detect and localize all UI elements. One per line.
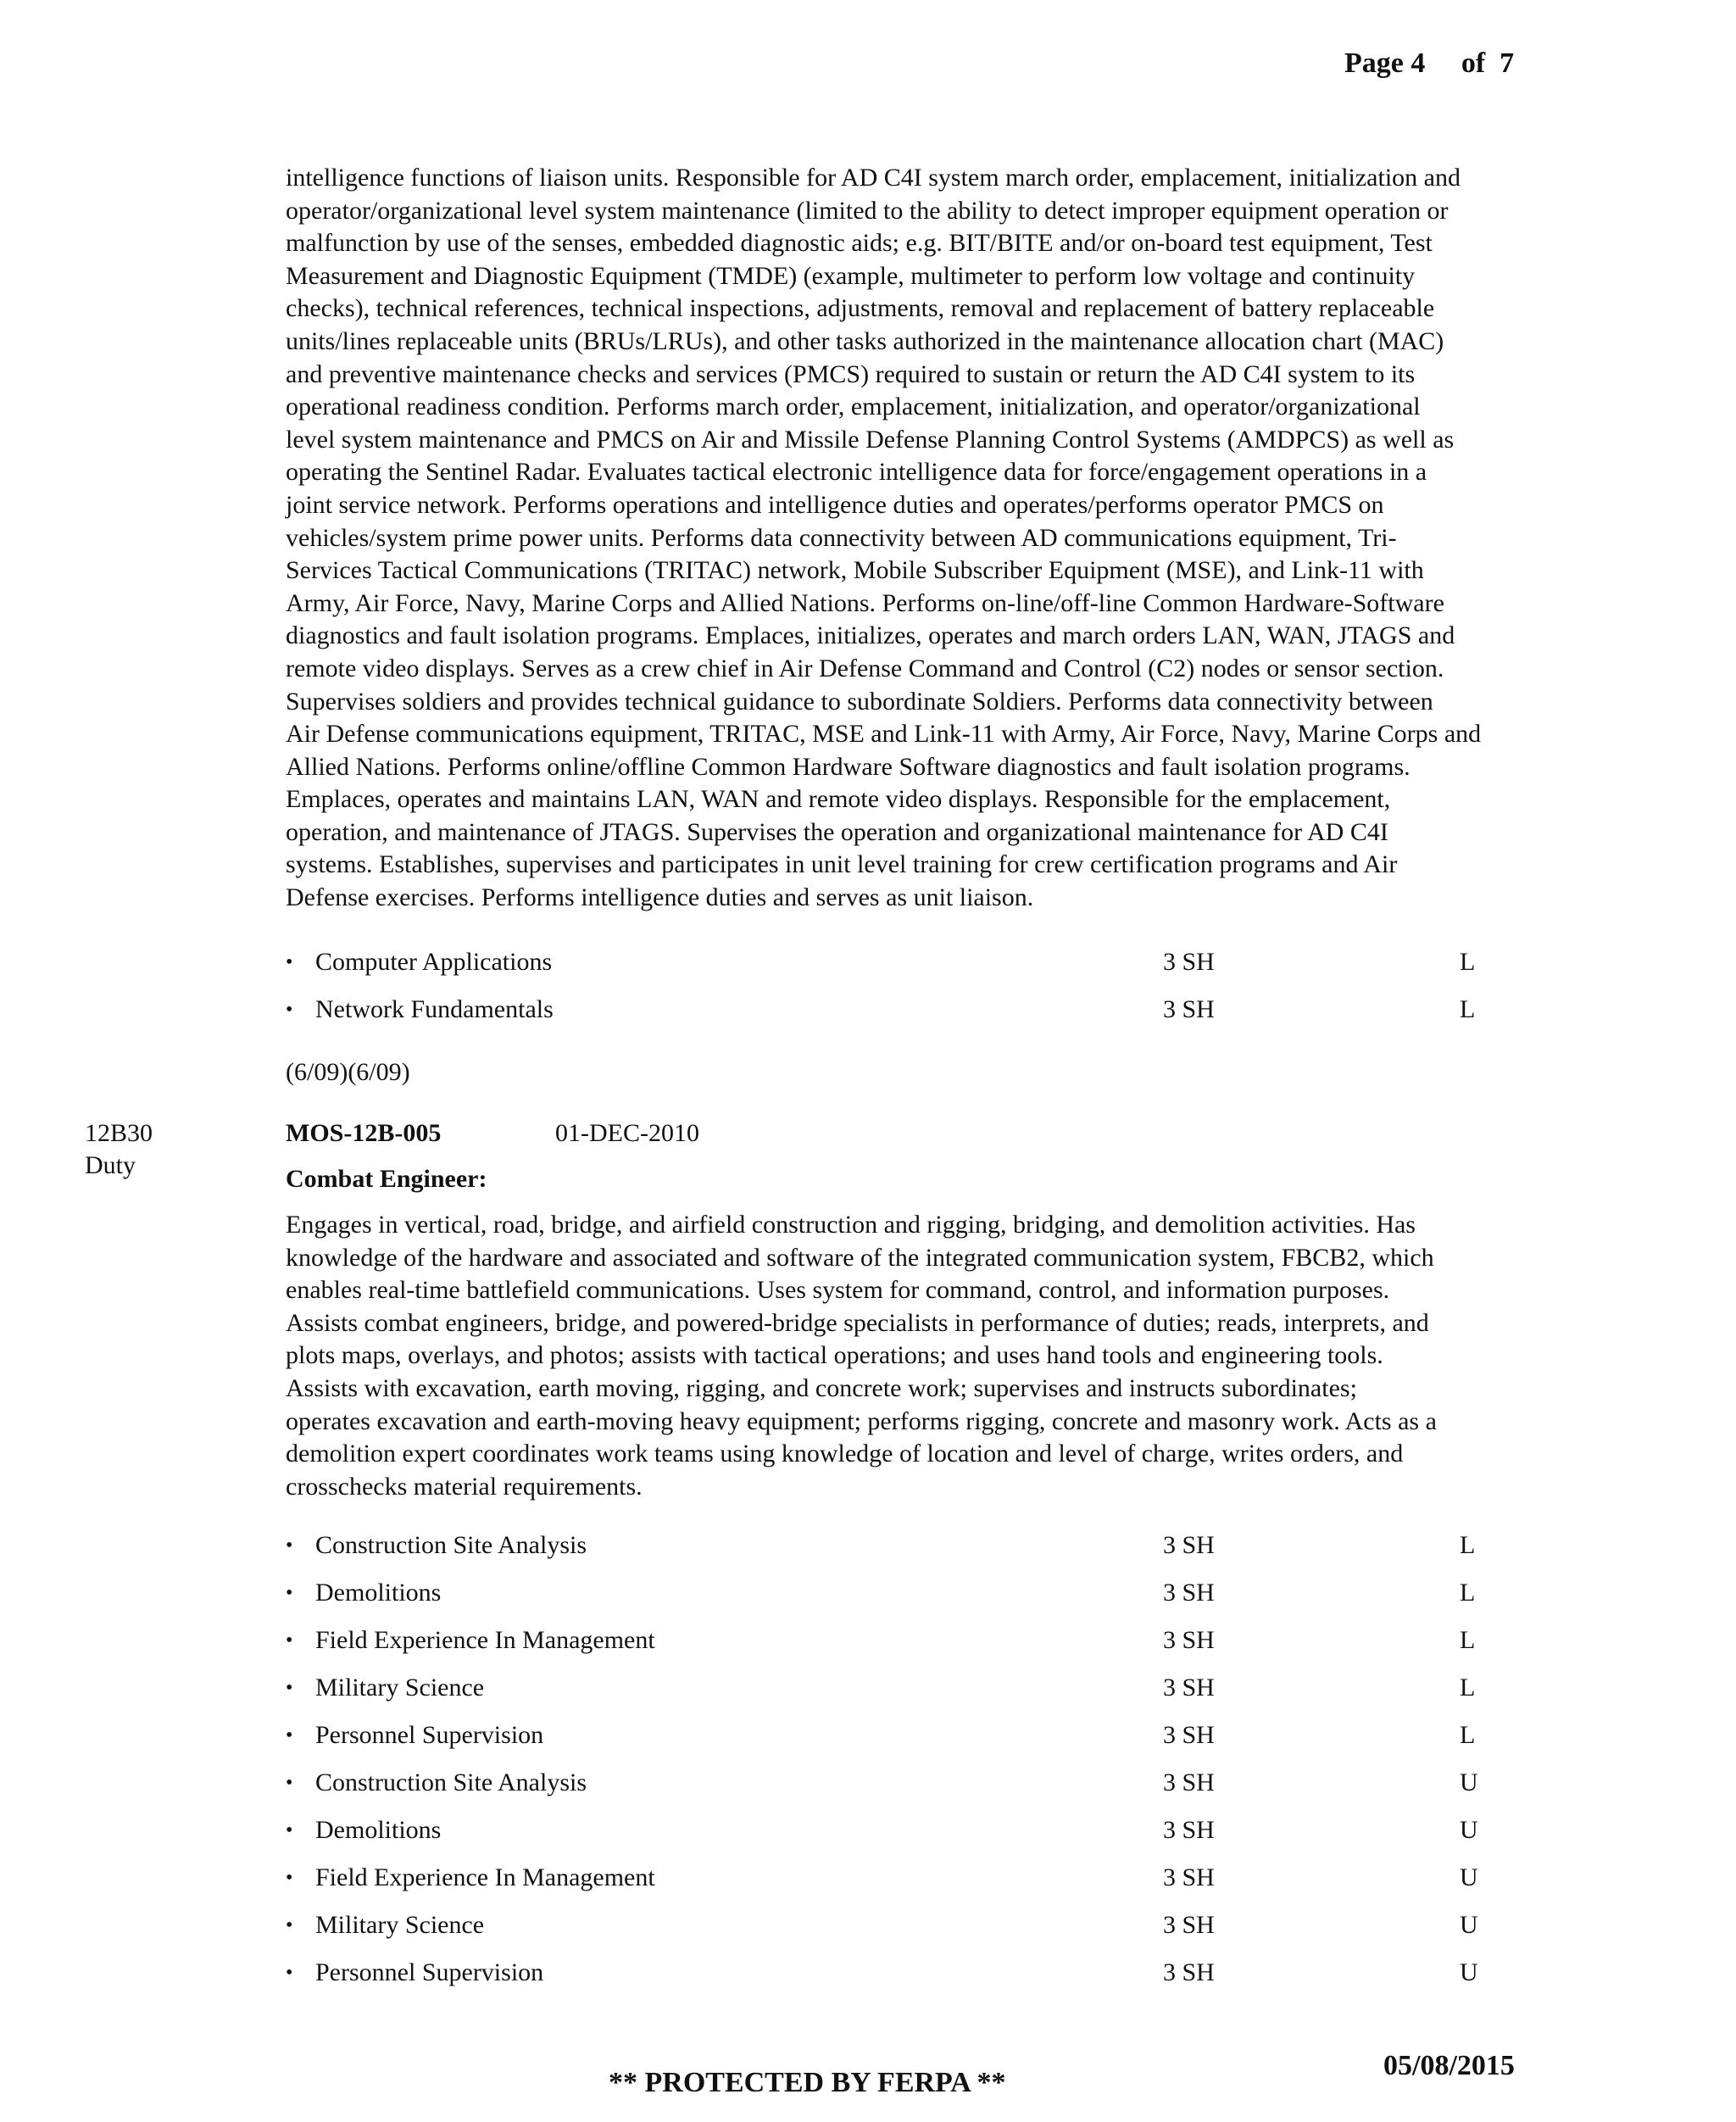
description-line: Supervises soldiers and provides technical guidance to subordinate Soldiers. Performs data connectivity between: [286, 687, 1433, 716]
course-level: L: [1460, 1626, 1476, 1654]
course-credit: 3 SH: [1163, 1721, 1215, 1749]
description-line: systems. Establishes, supervises and participates in unit level training for crew certification programs and Air: [286, 850, 1398, 879]
course-credit: 3 SH: [1163, 1863, 1215, 1891]
description-line: Air Defense communications equipment, TRITAC, MSE and Link-11 with Army, Air Force, Navy, Marine Corps and: [286, 720, 1482, 749]
description-line: diagnostics and fault isolation programs. Emplaces, initializes, operates and march orders LAN, WAN, JTAGS and: [286, 621, 1455, 650]
entry-code: 12B30: [85, 1119, 153, 1147]
course-credit: 3 SH: [1163, 1626, 1215, 1654]
entry-description-line: operates excavation and earth-moving heavy equipment; performs rigging, concrete and masonry work. Acts as a: [286, 1406, 1437, 1435]
page-number: Page 4 of 7: [1344, 47, 1515, 79]
course-name: Military Science: [315, 1674, 485, 1701]
description-line: Measurement and Diagnostic Equipment (TMDE) (example, multimeter to perform low voltage and continuity: [286, 261, 1416, 290]
description-line: Services Tactical Communications (TRITAC) network, Mobile Subscriber Equipment (MSE), and Link-11 with: [286, 556, 1424, 585]
entry-description-line: Assists combat engineers, bridge, and powered-bridge specialists in performance of duties; reads, interprets, and: [286, 1308, 1429, 1337]
course-level: U: [1460, 1911, 1478, 1939]
course-level: U: [1460, 1863, 1478, 1891]
entry-description-line: enables real-time battlefield communications. Uses system for command, control, and information purposes.: [286, 1276, 1390, 1305]
course-name: Demolitions: [315, 1816, 442, 1844]
entry-type: Duty: [85, 1151, 136, 1179]
description-line: operation, and maintenance of JTAGS. Supervises the operation and organizational maintenance for AD C4I: [286, 817, 1388, 846]
description-line: level system maintenance and PMCS on Air and Missile Defense Planning Control Systems (AMDPCS) as well as: [286, 425, 1455, 454]
footer-date: 05/08/2015: [1383, 2050, 1515, 2081]
entry-date: 01-DEC-2010: [555, 1119, 699, 1147]
course-name: Network Fundamentals: [315, 995, 554, 1023]
course-name: Field Experience In Management: [315, 1626, 655, 1654]
description-line: operational readiness condition. Performs march order, emplacement, initialization, and operator/organizational: [286, 393, 1421, 421]
description-line: Defense exercises. Performs intelligence duties and serves as unit liaison.: [286, 883, 1034, 912]
course-name: Demolitions: [315, 1579, 442, 1607]
course-name: Military Science: [315, 1911, 485, 1939]
bullet-icon: •: [286, 1629, 293, 1651]
course-level: L: [1460, 1579, 1476, 1607]
entry-id: MOS-12B-005: [286, 1119, 442, 1147]
course-name: Construction Site Analysis: [315, 1531, 587, 1559]
course-level: U: [1460, 1768, 1478, 1796]
course-name: Construction Site Analysis: [315, 1768, 587, 1796]
description-line: Emplaces, operates and maintains LAN, WAN and remote video displays. Responsible for the emplacement,: [286, 785, 1391, 814]
course-level: L: [1460, 948, 1476, 976]
bullet-icon: •: [286, 1677, 293, 1699]
description-line: checks), technical references, technical inspections, adjustments, removal and replacement of battery replaceable: [286, 294, 1435, 323]
bullet-icon: •: [286, 999, 293, 1021]
course-credit: 3 SH: [1163, 1958, 1215, 1986]
course-credit: 3 SH: [1163, 1579, 1215, 1607]
course-level: L: [1460, 1531, 1476, 1559]
course-credit: 3 SH: [1163, 1531, 1215, 1559]
bullet-icon: •: [286, 1534, 293, 1557]
bullet-icon: •: [286, 1582, 293, 1604]
course-name: Computer Applications: [315, 948, 553, 976]
entry-description-line: crosschecks material requirements.: [286, 1472, 643, 1501]
course-credit: 3 SH: [1163, 1768, 1215, 1796]
entry-description-line: demolition expert coordinates work teams using knowledge of location and level of charge, writes orders, and: [286, 1440, 1404, 1468]
description-line: operating the Sentinel Radar. Evaluates tactical electronic intelligence data for force/engagement operations in a: [286, 458, 1427, 487]
course-credit: 3 SH: [1163, 948, 1215, 976]
description-line: remote video displays. Serves as a crew chief in Air Defense Command and Control (C2) nodes or sensor section.: [286, 654, 1444, 682]
course-level: L: [1460, 1721, 1476, 1749]
bullet-icon: •: [286, 1819, 293, 1841]
bullet-icon: •: [286, 1724, 293, 1746]
entry-description-line: plots maps, overlays, and photos; assists with tactical operations; and uses hand tools and engineering tools.: [286, 1341, 1383, 1370]
ferpa-notice: ** PROTECTED BY FERPA **: [609, 2067, 1006, 2098]
course-name: Personnel Supervision: [315, 1721, 544, 1749]
course-level: L: [1460, 995, 1476, 1023]
description-line: intelligence functions of liaison units. Responsible for AD C4I system march order, emplacement, initialization and: [286, 164, 1461, 192]
description-line: vehicles/system prime power units. Performs data connectivity between AD communications equipment, Tri-: [286, 523, 1397, 552]
entry-description: [286, 1209, 1566, 1503]
course-level: L: [1460, 1674, 1476, 1701]
bullet-icon: •: [286, 1962, 293, 1984]
description-line: operator/organizational level system maintenance (limited to the ability to detect improper equipment operation or: [286, 196, 1449, 225]
description-line: malfunction by use of the senses, embedded diagnostic aids; e.g. BIT/BITE and/or on-board test equipment, Test: [286, 229, 1433, 258]
course-name: Personnel Supervision: [315, 1958, 544, 1986]
course-level: U: [1460, 1958, 1478, 1986]
bullet-icon: •: [286, 1867, 293, 1889]
course-credit: 3 SH: [1163, 1911, 1215, 1939]
date-codes: (6/09)(6/09): [286, 1058, 410, 1086]
course-name: Field Experience In Management: [315, 1863, 655, 1891]
course-credit: 3 SH: [1163, 1674, 1215, 1701]
continued-description: [286, 162, 1566, 915]
description-line: and preventive maintenance checks and services (PMCS) required to sustain or return the AD C4I system to its: [286, 359, 1416, 388]
course-credit: 3 SH: [1163, 1816, 1215, 1844]
entry-description-line: Assists with excavation, earth moving, rigging, and concrete work; supervises and instructs subordinates;: [286, 1373, 1357, 1402]
description-line: Army, Air Force, Navy, Marine Corps and Allied Nations. Performs on-line/off-line Common Hardware-Software: [286, 588, 1444, 617]
bullet-icon: •: [286, 1914, 293, 1936]
bullet-icon: •: [286, 1772, 293, 1794]
entry-description-line: knowledge of the hardware and associated and software of the integrated communication system, FBCB2, which: [286, 1243, 1434, 1272]
description-line: units/lines replaceable units (BRUs/LRUs), and other tasks authorized in the maintenance allocation chart (MAC): [286, 326, 1444, 355]
description-line: Allied Nations. Performs online/offline Common Hardware Software diagnostics and fault isolation programs.: [286, 752, 1410, 781]
entry-description-line: Engages in vertical, road, bridge, and airfield construction and rigging, bridging, and demolition activities. Has: [286, 1211, 1416, 1239]
description-line: joint service network. Performs operations and intelligence duties and operates/performs operator PMCS on: [286, 490, 1384, 519]
bullet-icon: •: [286, 951, 293, 973]
course-credit: 3 SH: [1163, 995, 1215, 1023]
course-level: U: [1460, 1816, 1478, 1844]
entry-title: Combat Engineer:: [286, 1165, 487, 1193]
